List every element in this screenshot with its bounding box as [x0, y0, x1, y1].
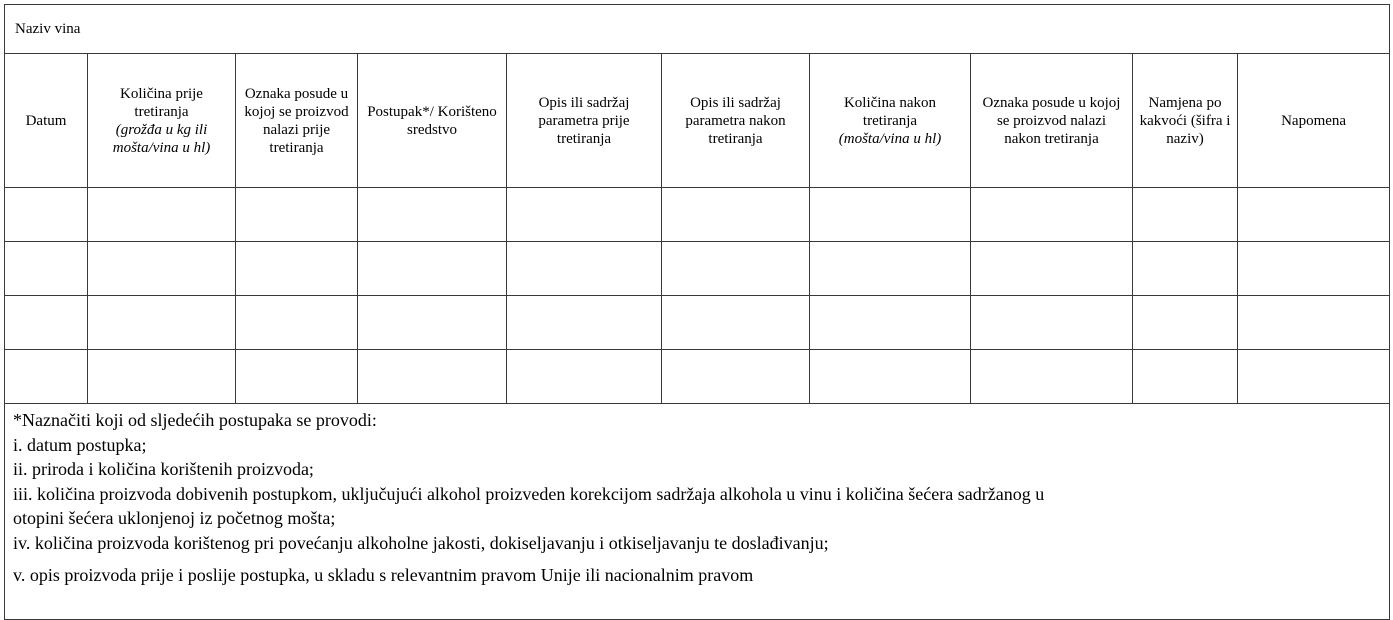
- column-header: [1238, 54, 1390, 188]
- table-cell: [1238, 242, 1390, 296]
- footnote-intro: *Naznačiti koji od sljedećih postupaka se provodi:: [13, 410, 377, 430]
- footnote-item: v. opis proizvoda prije i poslije postupka, u skladu s relevantnim pravom Unije ili nacionalnim pravom: [13, 565, 754, 585]
- table-cell: [5, 350, 88, 404]
- table-cell: [358, 296, 507, 350]
- column-header-label: Postupak*/ Korišteno sredstvo: [367, 103, 497, 138]
- column-header: [5, 54, 88, 188]
- column-header-label: Namjena po kakvoći (šifra i naziv): [1139, 94, 1231, 147]
- table-cell: [971, 296, 1133, 350]
- table-cell: [507, 242, 662, 296]
- table-cell: [88, 296, 236, 350]
- wine-name-label: Naziv vina: [5, 5, 1390, 54]
- wine-name-row: [5, 5, 1390, 54]
- table-cell: [1238, 296, 1390, 350]
- table-row: [5, 242, 1390, 296]
- column-header-label: Oznaka posude u kojoj se proizvod nalazi nakon tretiranja: [982, 94, 1121, 147]
- table-cell: [810, 350, 971, 404]
- table-cell: [1133, 350, 1238, 404]
- column-header: [358, 54, 507, 188]
- table-cell: [5, 296, 88, 350]
- table-cell: [810, 242, 971, 296]
- footnote-item: iv. količina proizvoda korištenog pri povećanju alkoholne jakosti, dokiseljavanju i otkiseljavanju te doslađivanju;: [13, 532, 829, 553]
- column-header: [810, 54, 971, 188]
- table-cell: [507, 188, 662, 242]
- footnote-item: ii. priroda i količina korištenih proizvoda;: [13, 459, 314, 479]
- table-cell: [236, 350, 358, 404]
- table-cell: [88, 242, 236, 296]
- table-cell: [662, 242, 810, 296]
- column-header-label: Datum: [25, 112, 67, 129]
- table-cell: [358, 242, 507, 296]
- table-cell: [507, 350, 662, 404]
- table-cell: [971, 350, 1133, 404]
- table-row: [5, 296, 1390, 350]
- column-header: [88, 54, 236, 188]
- table-cell: [1133, 188, 1238, 242]
- footnote-item: i. datum postupka;: [13, 434, 147, 455]
- table-cell: [810, 188, 971, 242]
- column-header-unit: (grožđa u kg ili mošta/vina u hl): [112, 121, 211, 156]
- table-cell: [236, 188, 358, 242]
- table-cell: [1133, 242, 1238, 296]
- footnote-item: iii. količina proizvoda dobivenih postupkom, uključujući alkohol proizveden korekcijom sadržaja alkohola u vinu i količina šećera sadržanog u: [13, 483, 1045, 504]
- column-header: [971, 54, 1133, 188]
- table-cell: [358, 350, 507, 404]
- column-header-label: Opis ili sadržaj parametra nakon tretiranja: [685, 94, 786, 147]
- column-header-label: Oznaka posude u kojoj se proizvod nalazi prije tretiranja: [244, 85, 349, 156]
- table-cell: [358, 188, 507, 242]
- table-cell: [5, 188, 88, 242]
- column-header-label: Količina prije tretiranja: [120, 85, 203, 120]
- column-header: [1133, 54, 1238, 188]
- column-header-label: Napomena: [1281, 112, 1347, 129]
- table-cell: [1238, 188, 1390, 242]
- header-row: [5, 54, 1390, 188]
- table-cell: [810, 296, 971, 350]
- column-header-label: Količina nakon tretiranja: [843, 94, 937, 129]
- column-header-unit: (mošta/vina u hl): [838, 130, 942, 147]
- table-cell: [1133, 296, 1238, 350]
- column-header: [662, 54, 810, 188]
- wine-treatment-table: [4, 4, 1390, 620]
- footnote: [5, 404, 1390, 620]
- table-cell: [236, 242, 358, 296]
- footnote-item: otopini šećera uklonjenoj iz početnog mošta;: [13, 508, 336, 528]
- table-cell: [88, 350, 236, 404]
- table-cell: [971, 242, 1133, 296]
- table-cell: [5, 242, 88, 296]
- table-cell: [662, 350, 810, 404]
- table-cell: [88, 188, 236, 242]
- table-cell: [507, 296, 662, 350]
- table-row: [5, 350, 1390, 404]
- table-cell: [236, 296, 358, 350]
- table-cell: [662, 296, 810, 350]
- column-header: [236, 54, 358, 188]
- column-header-label: Opis ili sadržaj parametra prije tretiranja: [538, 94, 630, 147]
- table-cell: [662, 188, 810, 242]
- footnote-row: [5, 404, 1390, 620]
- table-cell: [1238, 350, 1390, 404]
- table-row: [5, 188, 1390, 242]
- column-header: [507, 54, 662, 188]
- table-cell: [971, 188, 1133, 242]
